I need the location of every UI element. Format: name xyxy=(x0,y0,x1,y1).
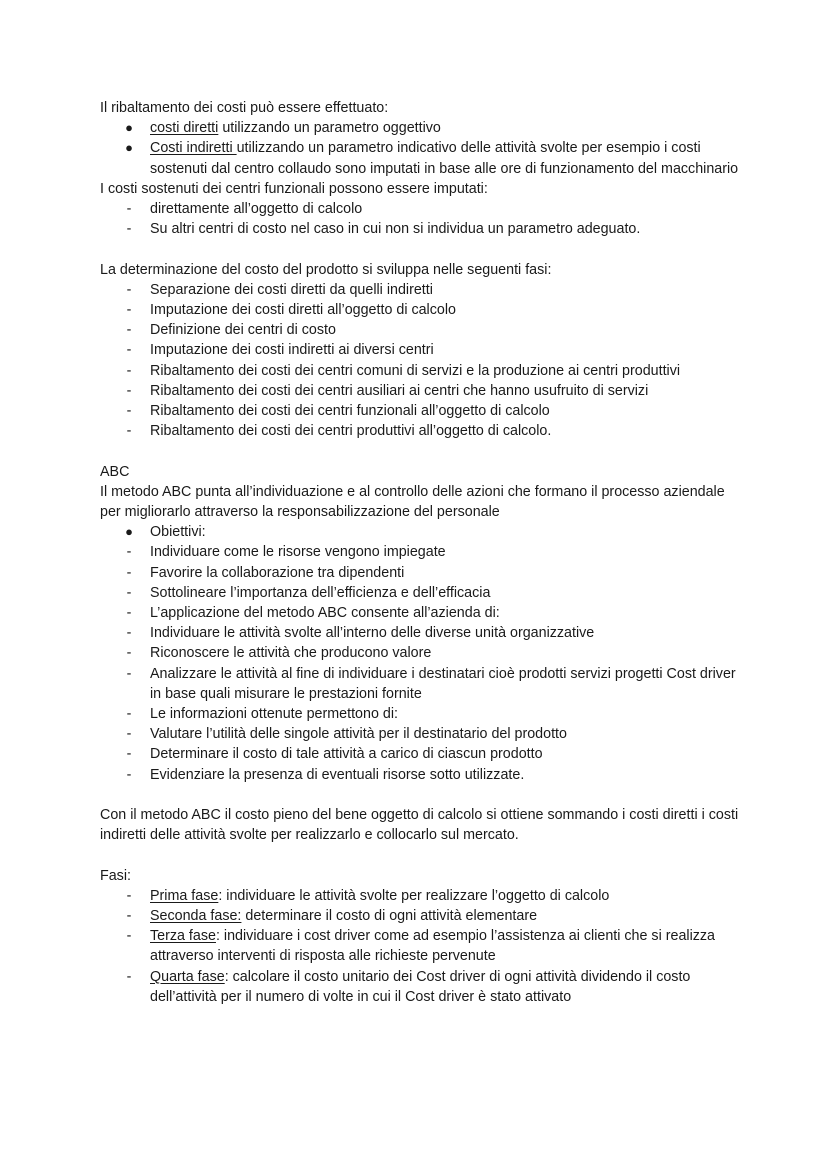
list-item-text: Su altri centri di costo nel caso in cui non si individua un parametro adeguato. xyxy=(150,221,641,238)
list-item xyxy=(100,886,740,906)
list-item xyxy=(100,542,740,562)
list-item xyxy=(100,138,740,178)
dash-marker: - xyxy=(126,302,132,319)
underlined-term: costi diretti xyxy=(150,120,219,137)
list-item-text: Le informazioni ottenute permettono di: xyxy=(150,706,398,723)
dash-marker: - xyxy=(126,706,132,723)
list-item xyxy=(100,563,740,583)
list-item xyxy=(100,704,740,724)
intro-paragraph: Il ribaltamento dei costi può essere effettuato: xyxy=(100,100,389,116)
list-item-text: Riconoscere le attività che producono valore xyxy=(150,645,432,662)
dash-marker: - xyxy=(126,908,132,925)
list-item-text: Analizzare le attività al fine di individuare i destinatari cioè prodotti servizi progetti Cost driver in base quali misurare le prestazioni fornite xyxy=(150,665,736,702)
list-item-text: L’applicazione del metodo ABC consente all’azienda di: xyxy=(150,605,500,622)
list-item xyxy=(100,643,740,663)
bullet-marker: ● xyxy=(125,120,133,136)
list-item-text: Sottolineare l’importanza dell’efficienza e dell’efficacia xyxy=(150,584,491,601)
underlined-term: Quarta fase xyxy=(150,968,225,985)
list-item-text: : calcolare il costo unitario dei Cost driver di ogni attività dividendo il costo dell’attività per il numero di volte in cui il Cost driver è stato attivato xyxy=(150,968,691,1005)
list-item xyxy=(100,765,740,785)
underlined-term: Costi indiretti xyxy=(150,140,237,157)
dash-marker: - xyxy=(126,564,132,581)
dash-marker: - xyxy=(126,544,132,561)
list-item xyxy=(100,199,740,219)
list-item xyxy=(100,906,740,926)
dash-marker: - xyxy=(126,362,132,379)
list-item xyxy=(100,724,740,744)
list-item-text: Imputazione dei costi indiretti ai diversi centri xyxy=(150,342,434,359)
list-item-text: Obiettivi: xyxy=(150,524,206,541)
list-item xyxy=(100,583,740,603)
underlined-term: Prima fase xyxy=(150,887,219,904)
list-item xyxy=(100,320,740,340)
list-item xyxy=(100,926,740,966)
list-item xyxy=(100,421,740,441)
dash-marker: - xyxy=(126,968,132,985)
funzionali-paragraph: I costi sostenuti dei centri funzionali possono essere imputati: xyxy=(100,180,488,197)
bullet-marker: ● xyxy=(125,524,133,540)
list-item-text: Definizione dei centri di costo xyxy=(150,322,336,339)
dash-marker: - xyxy=(126,746,132,763)
list-item-text: Ribaltamento dei costi dei centri funzionali all’oggetto di calcolo xyxy=(150,403,550,420)
list-item xyxy=(100,280,740,300)
list-item xyxy=(100,381,740,401)
list-item-text: utilizzando un parametro oggettivo xyxy=(218,120,441,137)
list-item xyxy=(100,522,740,542)
list-item xyxy=(100,664,740,704)
dash-marker: - xyxy=(126,403,132,420)
list-item-text: : individuare i cost driver come ad esempio l’assistenza ai clienti che si realizza attraverso interventi di risposta alle richieste pervenute xyxy=(150,928,715,965)
list-item-text: Imputazione dei costi diretti all’oggetto di calcolo xyxy=(150,302,456,319)
phases-label: Fasi: xyxy=(100,867,131,884)
list-item xyxy=(100,361,740,381)
dash-marker: - xyxy=(126,281,132,298)
dash-marker: - xyxy=(126,423,132,440)
abc-list xyxy=(100,522,740,785)
list-item xyxy=(100,744,740,764)
list-item-text: Evidenziare la presenza di eventuali risorse sotto utilizzate. xyxy=(150,766,525,783)
list-item-text: Favorire la collaborazione tra dipendenti xyxy=(150,564,405,581)
list-item xyxy=(100,219,740,239)
list-item-text: utilizzando un parametro indicativo delle attività svolte per esempio i costi sostenuti dal centro collaudo sono imputati in base alle ore di funzionamento del macchinario xyxy=(150,140,739,177)
list-item-text: Ribaltamento dei costi dei centri produttivi all’oggetto di calcolo. xyxy=(150,423,552,440)
fasi-list xyxy=(100,280,740,442)
list-item-text: Ribaltamento dei costi dei centri ausiliari ai centri che hanno usufruito di servizi xyxy=(150,382,649,399)
dash-marker: - xyxy=(126,665,132,682)
underlined-term: Seconda fase: xyxy=(150,908,242,925)
dash-marker: - xyxy=(126,382,132,399)
bullet-marker: ● xyxy=(125,140,133,156)
list-item-text: Individuare come le risorse vengono impiegate xyxy=(150,544,446,561)
dash-marker: - xyxy=(126,584,132,601)
list-item xyxy=(100,300,740,320)
dash-marker: - xyxy=(126,928,132,945)
list-item-text: Ribaltamento dei costi dei centri comuni di servizi e la produzione ai centri produttivi xyxy=(150,362,681,379)
dash-marker: - xyxy=(126,625,132,642)
list-item xyxy=(100,603,740,623)
list-item-text: Individuare le attività svolte all’interno delle diverse unità organizzative xyxy=(150,625,595,642)
dash-marker: - xyxy=(126,726,132,743)
list-item-text: Separazione dei costi diretti da quelli indiretti xyxy=(150,281,433,298)
dash-marker: - xyxy=(126,342,132,359)
ribaltamento-list xyxy=(100,118,740,179)
dash-marker: - xyxy=(126,645,132,662)
list-item xyxy=(100,401,740,421)
costo-pieno-paragraph: Con il metodo ABC il costo pieno del bene oggetto di calcolo si ottiene sommando i costi diretti i costi indiretti delle attività svolte per realizzarlo e collocarlo sul mercato. xyxy=(100,807,739,844)
dash-marker: - xyxy=(126,766,132,783)
list-item-text: : individuare le attività svolte per realizzare l’oggetto di calcolo xyxy=(218,887,610,904)
list-item-text: Valutare l’utilità delle singole attività per il destinatario del prodotto xyxy=(150,726,567,743)
list-item xyxy=(100,967,740,1007)
dash-marker: - xyxy=(126,322,132,339)
fasi-paragraph: La determinazione del costo del prodotto si sviluppa nelle seguenti fasi: xyxy=(100,261,552,278)
list-item-text: direttamente all’oggetto di calcolo xyxy=(150,201,363,218)
funzionali-list xyxy=(100,199,740,239)
dash-marker: - xyxy=(126,887,132,904)
abc-heading: ABC xyxy=(100,463,130,480)
phases-list xyxy=(100,886,740,1007)
list-item xyxy=(100,118,740,138)
dash-marker: - xyxy=(126,201,132,218)
underlined-term: Terza fase xyxy=(150,928,216,945)
list-item xyxy=(100,340,740,360)
document-page xyxy=(100,98,740,1007)
abc-intro-paragraph: Il metodo ABC punta all’individuazione e al controllo delle azioni che formano il processo aziendale per migliorarlo attraverso la responsabilizzazione del personale xyxy=(100,483,725,521)
list-item xyxy=(100,623,740,643)
list-item-text: Determinare il costo di tale attività a carico di ciascun prodotto xyxy=(150,746,543,763)
dash-marker: - xyxy=(126,605,132,622)
list-item-text: determinare il costo di ogni attività elementare xyxy=(241,908,538,925)
dash-marker: - xyxy=(126,221,132,238)
